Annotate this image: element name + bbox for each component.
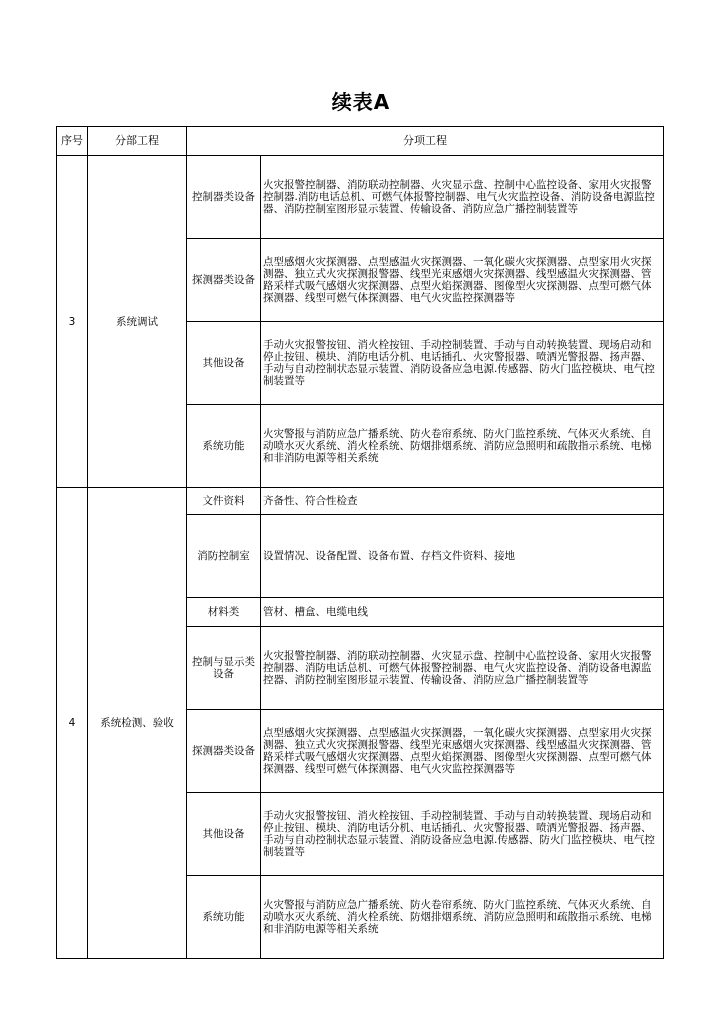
sub-item-name: 探测器类设备	[187, 239, 261, 322]
sub-item-name: 系统功能	[187, 876, 261, 959]
table-row	[57, 488, 664, 515]
header-no: 序号	[57, 127, 88, 156]
sub-item-name: 控制与显示类设备	[187, 627, 261, 710]
sub-item-name: 探测器类设备	[187, 710, 261, 793]
sub-item-description: 齐备性、符合性检查	[261, 488, 664, 515]
project-table	[56, 126, 664, 959]
row-number: 3	[57, 156, 88, 488]
sub-item-name: 其他设备	[187, 322, 261, 405]
sub-item-name: 消防控制室	[187, 515, 261, 598]
row-number: 4	[57, 488, 88, 959]
header-part: 分部工程	[88, 127, 187, 156]
sub-item-name: 文件资料	[187, 488, 261, 515]
sub-item-description: 手动火灾报警按钮、消火栓按钮、手动控制装置、手动与自动转换装置、现场启动和停止按钮、模块、消防电话分机、电话插孔、火灾警报器、喷洒光警报器、扬声器、手动与自动控制状态显示装置、消防设备应急电源.传感器、防火门监控模块、电气控制装置等	[261, 793, 664, 876]
sub-item-description: 火灾警报与消防应急广播系统、防火卷帘系统、防火门监控系统、气体灭火系统、自动喷水灭火系统、消火栓系统、防烟排烟系统、消防应急照明和疏散指示系统、电梯和非消防电源等相关系统	[261, 876, 664, 959]
sub-item-description: 火灾警报与消防应急广播系统、防火卷帘系统、防火门监控系统、气体灭火系统、自动喷水灭火系统、消火栓系统、防烟排烟系统、消防应急照明和疏散指示系统、电梯和非消防电源等相关系统	[261, 405, 664, 488]
sub-item-description: 火灾报警控制器、消防联动控制器、火灾显示盘、控制中心监控设备、家用火灾报警控制器.消防电话总机、可燃气体报警控制器、电气火灾监控设备、消防设备电源监控器、消防控制室图形显示装置、传输设备、消防应急广播控制装置等	[261, 156, 664, 239]
sub-item-name: 控制器类设备	[187, 156, 261, 239]
sub-item-name: 材料类	[187, 598, 261, 627]
sub-item-name: 其他设备	[187, 793, 261, 876]
sub-item-description: 设置情况、设备配置、设备布置、存档文件资料、接地	[261, 515, 664, 598]
page-title: 续表A	[331, 90, 391, 114]
sub-item-description: 火灾报警控制器、消防联动控制器、火灾显示盘、控制中心监控设备、家用火灾报警控制器、消防电话总机、可燃气体报警控制器、电气火灾监控设备、消防设备电源监控器、消防控制室图形显示装置、传输设备、消防应急广播控制装置等	[261, 627, 664, 710]
division-name: 系统检测、验收	[88, 488, 187, 959]
header-row	[57, 127, 664, 156]
sub-item-description: 点型感烟火灾探测器、点型感温火灾探测器、一氧化碳火灾探测器、点型家用火灾探测器、独立式火灾探测报警器、线型光束感烟火灾探测器、线型感温火灾探测器、管路采样式吸气感烟火灾探测器、点型火焰探测器、图像型火灾探测器、点型可燃气体探测器、线型可燃气体探测器、电气火灾监控探测器等	[261, 239, 664, 322]
division-name: 系统调试	[88, 156, 187, 488]
sub-item-name: 系统功能	[187, 405, 261, 488]
sub-item-description: 点型感烟火灾探测器、点型感温火灾探测器，一氧化碳火灾探测器、点型家用火灾探测器、独立式火灾探测报警器、线型光束感烟火灾探测器、线型感温火灾探测器、管路采样式吸气感烟火灾探测器、点型火焰探测器、图像型火灾探测器、点型可燃气体探测器、线型可燃气体探测器、电气火灾监控探测器等	[261, 710, 664, 793]
header-item: 分项工程	[187, 127, 664, 156]
table-row	[57, 156, 664, 239]
sub-item-description: 手动火灾报警按钮、消火栓按钮、手动控制装置、手动与自动转换装置、现场启动和停止按钮、模块、消防电话分机、电话插孔、火灾警报器、喷洒光警报器、扬声器、手动与自动控制状态显示装置、消防设备应急电源.传感器、防火门监控模块、电气控制装置等	[261, 322, 664, 405]
sub-item-description: 管材、槽盒、电缆电线	[261, 598, 664, 627]
